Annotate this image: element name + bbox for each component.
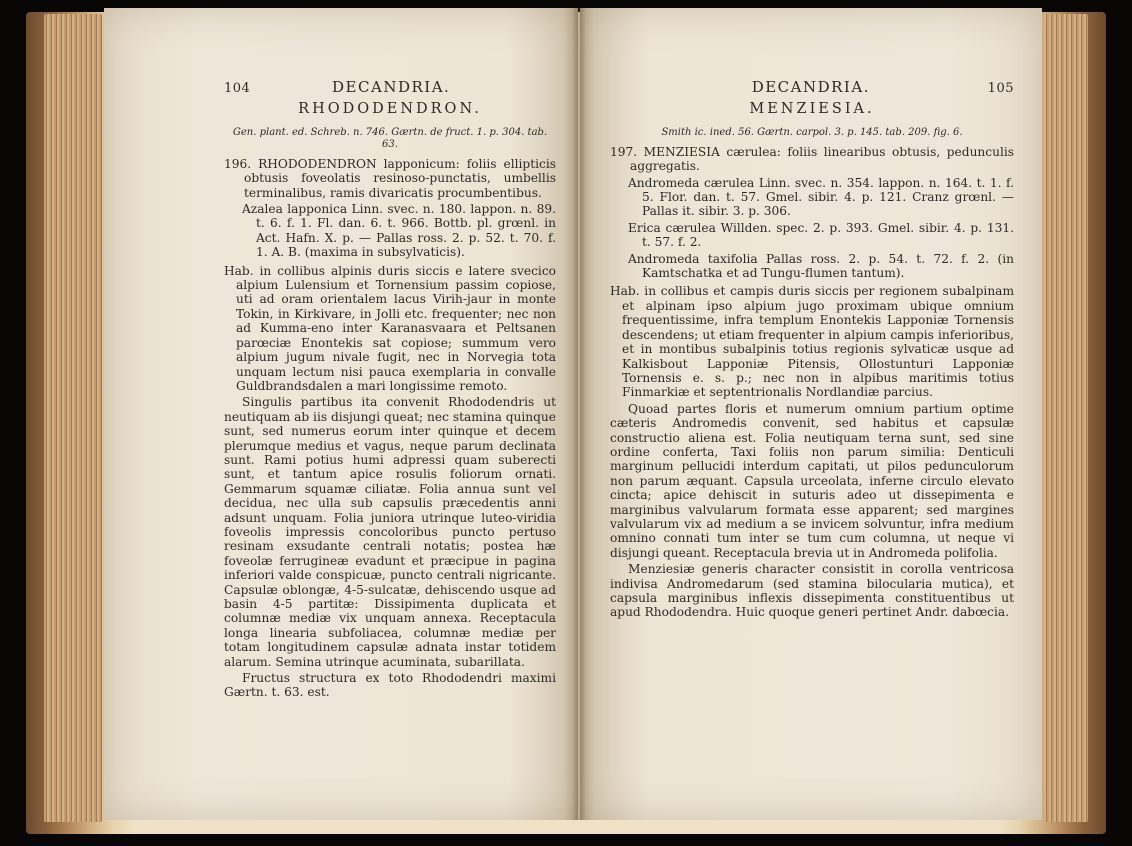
left-description-1: Singulis partibus ita convenit Rhododendris ut neutiquam ab iis disjungi queat; nec stamina quinque sunt, sed numerus eorum inter quinque et decem plerumque medius et vagus, neque parum declinata sunt. Rami potius humi adpressi quam suberecti sunt, et tantum apice rosulis foliorum ornati. Gemmarum squamæ ciliatæ. Folia annua sunt vel decidua, nec ulla sub capsulis præcedentis anni adsunt unquam. Folia juniora utrinque luteo-viridia foveolis impressis concoloribus puncto pertuso resinam exsudante centrali notatis; postea hæ foveolæ ferrugineæ evadunt et præcipue in pagina inferiori valde conspicuæ, puncto centrali nigricante. Capsulæ oblongæ, 4-5-sulcatæ, dehiscendo usque ad basin 4-5 partitæ: Dissipimenta duplicata et columnæ mediæ vix unquam annexa. Receptacula longa linearia subfoliacea, columnæ mediæ per totam longitudinem capsulæ adnata instar totidem alarum. Semina utrinque acuminata, subarillata. [224,395,556,669]
left-page-number: 104 [224,81,251,96]
right-running-title: DECANDRIA. [751,78,870,96]
right-page-text [610,80,1014,620]
left-genus-reference: Gen. plant. ed. Schreb. n. 746. Gærtn. de fruct. 1. p. 304. tab. 63. [232,126,548,150]
right-description-1: Quoad partes floris et numerum omnium partium optime cæteris Andromedis convenit, sed habitus et capsulæ constructio aliena est. Folia neutiquam terna sunt, sed sine ordine conferta, Taxi foliis non parum similia: Denticuli marginum pellucidi interdum capitati, ut pilos pedunculorum non parum æquant. Capsula urceolata, inferne circulo elevato cincta; apice dehiscit in suturis adeo ut dissepimenta e marginibus valvularum formata esse apparent; sed margines valvularum vix ad medium a se invicem solvuntur, infra medium omnino connati tum inter se tum cum columna, ut neque vi disjungi queant. Receptacula brevia ut in Andromeda polifolia. [610,401,1014,560]
left-page-text [224,80,556,700]
right-page-edges [1044,14,1088,822]
left-description-2: Fructus structura ex toto Rhododendri maximi Gærtn. t. 63. est. [224,671,556,700]
left-page [104,8,578,820]
synonym-andromeda-taxifolia: Andromeda taxifolia Pallas ross. 2. p. 54. t. 72. f. 2. (in Kamtschatka et ad Tungu-flumen tantum). [628,251,1014,281]
left-running-head [224,80,556,96]
synonym-andromeda-caerulea: Andromeda cærulea Linn. svec. n. 354. lappon. n. 164. t. 1. f. 5. Flor. dan. t. 57. Gmel. sibir. 4. p. 121. Cranz grœnl. — Pallas it. sibir. 3. p. 306. [628,175,1014,219]
right-page [580,8,1042,820]
right-running-head [610,80,1014,96]
right-habitat: Hab. in collibus et campis duris siccis per regionem subalpinam et alpinam ipso alpium jugo proximam ubique omnium frequentissime, infra templum Enontekis Lapponiæ Tornensis descendens; ut etiam frequenter in alpium campis inferioribus, et in montibus subalpinis totius regionis sylvaticæ usque ad Kalkisbout Lapponiæ Pitensis, Ollostunturi Lapponiæ Tornensis e. s. p.; nec non in alpibus maritimis totius Finmarkiæ et septentrionalis Nordlandiæ parcius. [610,284,1014,400]
left-page-edges [44,14,102,822]
species-entry-196: 196. RHODODENDRON lapponicum: foliis ellipticis obtusis foveolatis resinoso-punctatis, umbellis terminalibus, ramis divaricatis procumbentibus. [224,156,556,200]
left-genus-title: RHODODENDRON. [298,101,482,118]
book-gutter [572,8,586,820]
left-running-title: DECANDRIA. [332,78,451,96]
species-entry-197: 197. MENZIESIA cærulea: foliis linearibus obtusis, pedunculis aggregatis. [610,144,1014,174]
synonym-azalea: Azalea lapponica Linn. svec. n. 180. lappon. n. 89. t. 6. f. 1. Fl. dan. 6. t. 966. Bottb. pl. grœnl. in Act. Hafn. X. p. — Pallas ross. 2. p. 52. t. 70. f. 1. A. B. (maxima in subsylvaticis). [242,202,556,260]
right-description-2: Menziesiæ generis character consistit in corolla ventricosa indivisa Andromedarum (sed stamina bilocularia mutica), et capsula marginibus inflexis dissepimenta constituentibus ut apud Rhododendra. Huic quoque generi pertinet Andr. dabœcia. [610,562,1014,620]
left-habitat: Hab. in collibus alpinis duris siccis e latere svecico alpium Lulensium et Tornensium passim copiose, uti ad oram orientalem lacus Virih-jaur in monte Tokin, in Kirkivare, in Jolli etc. frequenter; nec non ad Kumma-eno inter Karanasvaara et Peltsanen parœciæ Enontekis sat copiose; summum vero alpium jugum nivale fugit, nec in Norvegia tota unquam lectum nisi pauca exemplaria in convalle Guldbrandsdalen a mari longissime remoto. [224,263,556,393]
right-genus-title: MENZIESIA. [749,101,875,118]
synonym-erica-caerulea: Erica cærulea Willden. spec. 2. p. 393. Gmel. sibir. 4. p. 131. t. 57. f. 2. [628,220,1014,250]
right-page-number: 105 [987,81,1014,96]
right-genus-reference: Smith ic. ined. 56. Gærtn. carpol. 3. p. 145. tab. 209. fig. 6. [661,126,963,138]
